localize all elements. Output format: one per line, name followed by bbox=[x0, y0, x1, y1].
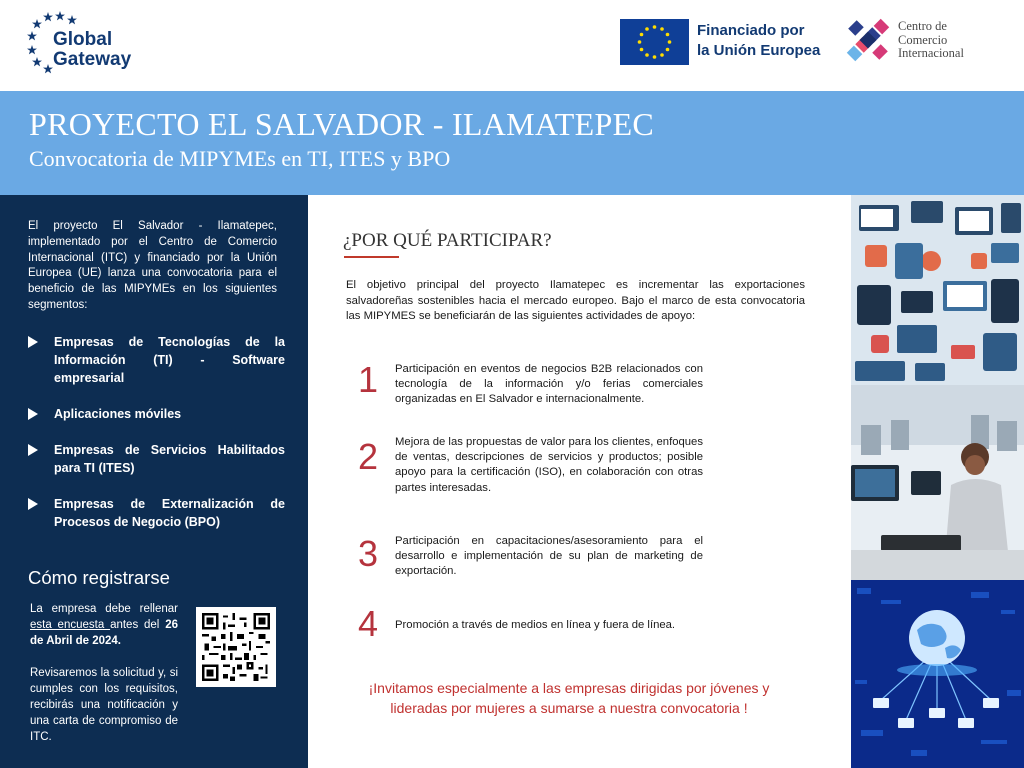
register-heading: Cómo registrarse bbox=[28, 567, 170, 588]
register-p1-b: antes del bbox=[110, 619, 166, 631]
activity-text: Participación en eventos de negocios B2B relacionados con tecnología de la información y/o ferias comerciales organizadas en El Salvador e internacionalmente. bbox=[395, 363, 703, 406]
activity-number: 3 bbox=[358, 533, 379, 574]
itc-logo bbox=[843, 14, 1003, 70]
segment-label: Empresas de Externalización de Procesos de Negocio (BPO) bbox=[54, 497, 285, 529]
register-instructions bbox=[30, 601, 178, 649]
segment-item bbox=[28, 333, 285, 387]
eu-flag-icon bbox=[620, 19, 689, 65]
eu-funding-text bbox=[697, 21, 820, 61]
segment-list bbox=[28, 333, 285, 549]
office-workers-illustration bbox=[851, 385, 1024, 580]
itc-cross-icon bbox=[843, 14, 893, 66]
deadline-date-end: 4. bbox=[111, 635, 121, 647]
segment-item bbox=[28, 405, 285, 423]
eu-funding-line1: Financiado por bbox=[697, 22, 805, 39]
segment-item bbox=[28, 495, 285, 531]
qr-code[interactable] bbox=[196, 607, 276, 687]
eu-funding-line2: la Unión Europea bbox=[697, 42, 821, 59]
activity-text: Promoción a través de medios en línea y fuera de línea. bbox=[395, 619, 676, 631]
network-globe-illustration bbox=[851, 580, 1024, 768]
objective-text: El objetivo principal del proyecto Ilamatepec es incrementar las exportaciones salvadoreñas sostenibles hacia el mercado europeo. Bajo el marco de esta convocatoria las MIPYMES se beneficiarán de las siguientes actividades de apoyo: bbox=[346, 279, 805, 322]
top-header bbox=[0, 0, 1024, 91]
triangle-bullet-icon bbox=[28, 408, 38, 420]
survey-link[interactable]: esta encuesta bbox=[30, 619, 111, 631]
activity-number: 2 bbox=[358, 436, 379, 477]
itc-wordmark bbox=[898, 20, 964, 61]
itc-line2: Comercio bbox=[898, 32, 948, 47]
segment-label: Empresas de Tecnologías de la Información (TI) - Software empresarial bbox=[54, 335, 285, 385]
activity-number: 4 bbox=[358, 603, 379, 644]
invitation-text: ¡Invitamos especialmente a las empresas dirigidas por jóvenes y lideradas por mujeres a sumarse a nuestra convocatoria ! bbox=[368, 680, 770, 716]
itc-line1: Centro de bbox=[898, 19, 947, 33]
activity-text: Participación en capacitaciones/asesoramiento para el desarrollo e implementación de su plan de marketing de exportación. bbox=[395, 535, 703, 578]
register-review-text: Revisaremos la solicitud y, si cumples con los requisitos, recibirás una notificación y una carta de compromiso de ITC. bbox=[30, 667, 178, 743]
itc-line3: Internacional bbox=[898, 46, 964, 60]
global-gateway-line2: Gateway bbox=[53, 49, 132, 70]
global-gateway-line1: Global bbox=[53, 29, 113, 50]
qr-code-icon bbox=[202, 613, 270, 681]
triangle-bullet-icon bbox=[28, 336, 38, 348]
deadline-date: 26 de Abril de 202 bbox=[30, 619, 178, 647]
network-globe-image bbox=[851, 580, 1024, 768]
project-subtitle: Convocatoria de MIPYMEs en TI, ITES y BPO bbox=[29, 146, 451, 171]
register-p1-a: La empresa debe rellenar bbox=[30, 603, 178, 615]
segment-label: Aplicaciones móviles bbox=[54, 407, 182, 421]
activity-text: Mejora de las propuestas de valor para los clientes, enfoques de ventas, descripciones de servicios y productos; posible apoyo para la certificación (ISO), en colaboración con otras partes interesadas. bbox=[395, 436, 703, 494]
heading-underline bbox=[344, 256, 399, 258]
segment-item bbox=[28, 441, 285, 477]
segment-label: Empresas de Servicios Habilitados para TI (ITES) bbox=[54, 443, 285, 475]
triangle-bullet-icon bbox=[28, 444, 38, 456]
tech-devices-illustration bbox=[851, 195, 1024, 385]
tech-devices-image bbox=[851, 195, 1024, 385]
register-text bbox=[30, 601, 178, 761]
global-gateway-wordmark bbox=[53, 30, 131, 70]
project-title: PROYECTO EL SALVADOR - ILAMATEPEC bbox=[29, 106, 655, 142]
global-gateway-logo bbox=[26, 10, 156, 80]
why-participate-heading: ¿POR QUÉ PARTICIPAR? bbox=[343, 230, 552, 251]
intro-text: El proyecto El Salvador - Ilamatepec, implementado por el Centro de Comercio Internacional (ITC) y financiado por la Unión Europea (UE) lanza una convocatoria para el beneficio de las MIPYMEs en los siguientes segmentos: bbox=[28, 220, 277, 311]
activity-number: 1 bbox=[358, 359, 379, 400]
triangle-bullet-icon bbox=[28, 498, 38, 510]
office-workers-image bbox=[851, 385, 1024, 580]
